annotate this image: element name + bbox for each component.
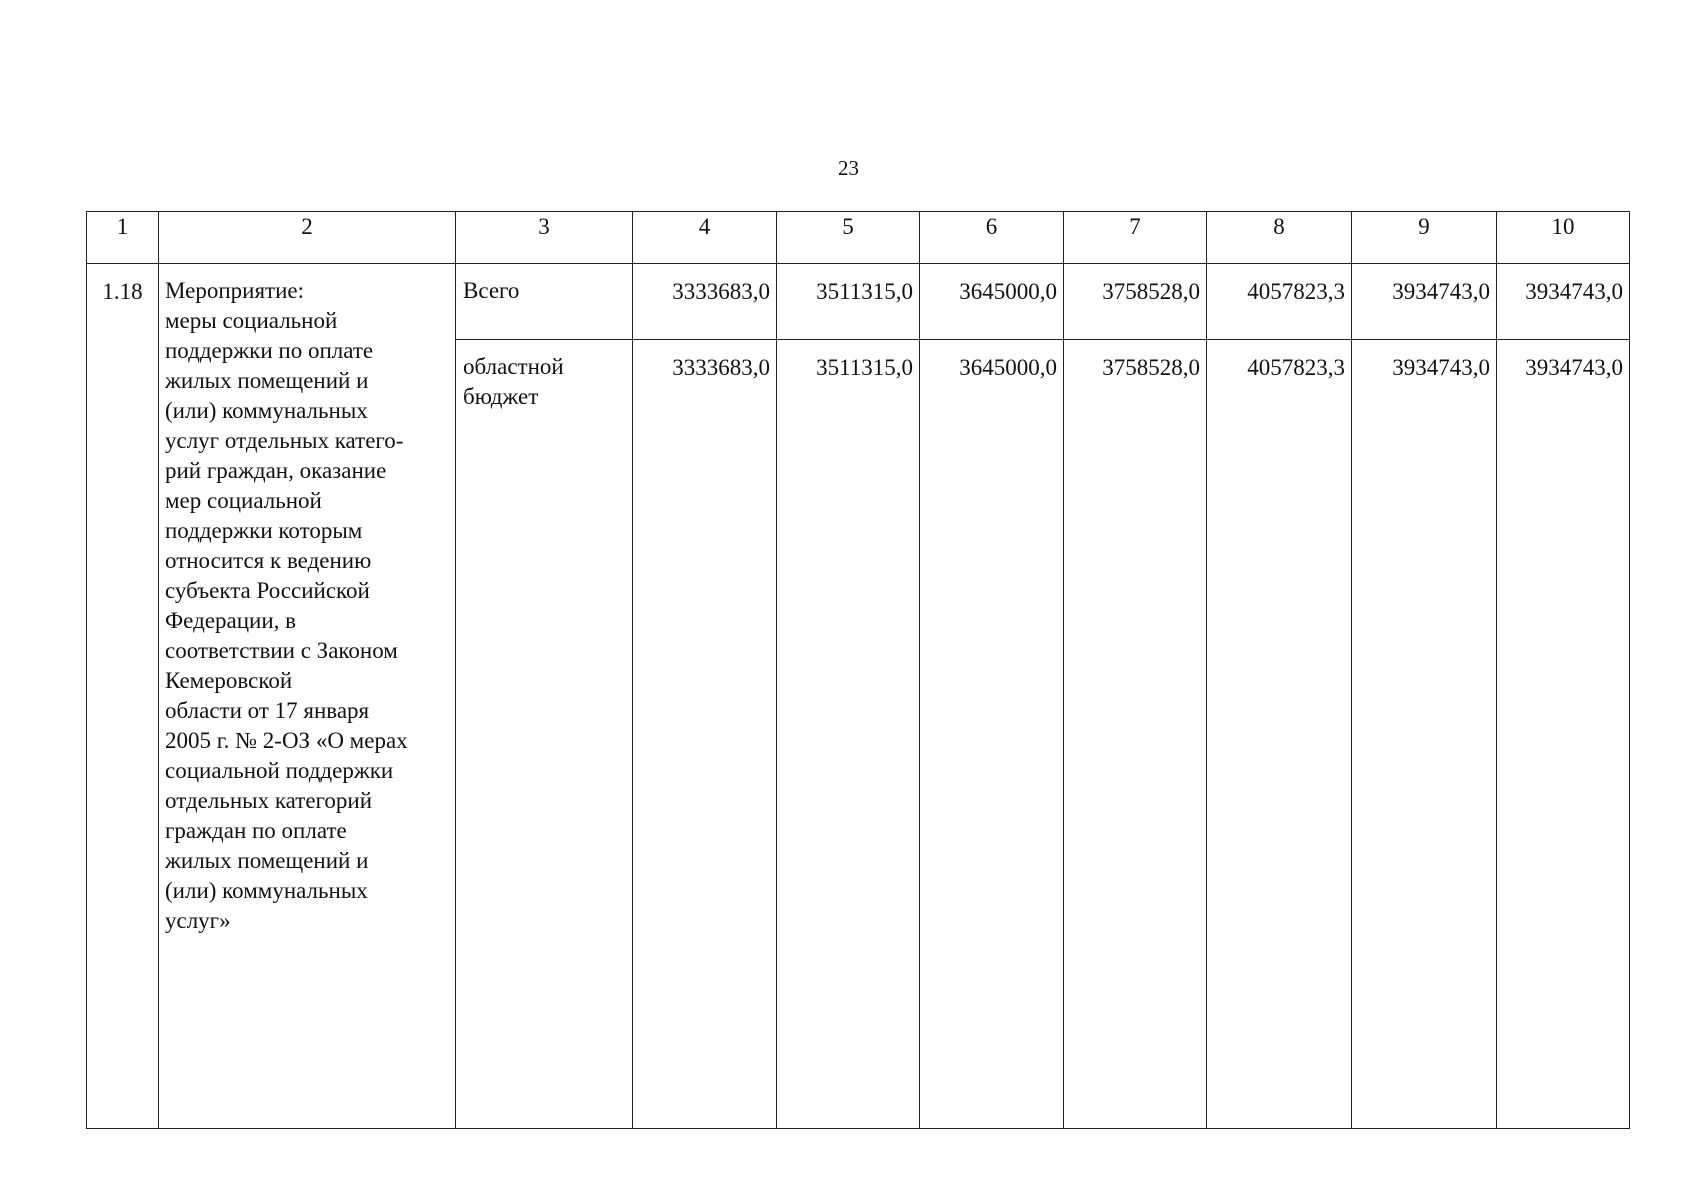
column-header-3: 3 (456, 212, 633, 264)
column-header-1: 1 (87, 212, 159, 264)
column-header-8: 8 (1207, 212, 1352, 264)
value-cell: 3758528,0 (1064, 340, 1207, 1129)
value-cell: 3645000,0 (920, 264, 1064, 340)
value-cell: 3758528,0 (1064, 264, 1207, 340)
value-cell: 3511315,0 (777, 340, 920, 1129)
value-cell: 3645000,0 (920, 340, 1064, 1129)
column-header-4: 4 (633, 212, 777, 264)
value-cell: 4057823,3 (1207, 264, 1352, 340)
value-cell: 3934743,0 (1497, 340, 1630, 1129)
column-number-row (87, 212, 1630, 264)
value-cell: 3333683,0 (633, 340, 777, 1129)
value-cell: 4057823,3 (1207, 340, 1352, 1129)
column-header-6: 6 (920, 212, 1064, 264)
column-header-2: 2 (159, 212, 456, 264)
funding-table (86, 211, 1630, 1129)
value-cell: 3934743,0 (1352, 264, 1497, 340)
column-header-10: 10 (1497, 212, 1630, 264)
row-code: 1.18 (87, 264, 159, 1129)
row-description: Мероприятие: меры социальной поддержки по оплате жилых помещений и (или) коммунальных услуг отдельных катего- рий граждан, оказание мер социальной поддержки которым относится к ведению субъекта Российской Федерации, в соответствии с Законом Кемеровской области от 17 января 2005 г. № 2-ОЗ «О мерах социальной поддержки отдельных категорий граждан по оплате жилых помещений и (или) коммунальных услуг» (159, 264, 456, 1129)
source-label-total: Всего (456, 264, 633, 340)
value-cell: 3934743,0 (1352, 340, 1497, 1129)
column-header-7: 7 (1064, 212, 1207, 264)
table-row-total (87, 264, 1630, 340)
value-cell: 3333683,0 (633, 264, 777, 340)
value-cell: 3511315,0 (777, 264, 920, 340)
source-label-regional-budget: областной бюджет (456, 340, 633, 1129)
column-header-5: 5 (777, 212, 920, 264)
column-header-9: 9 (1352, 212, 1497, 264)
page-number: 23 (838, 156, 859, 180)
value-cell: 3934743,0 (1497, 264, 1630, 340)
